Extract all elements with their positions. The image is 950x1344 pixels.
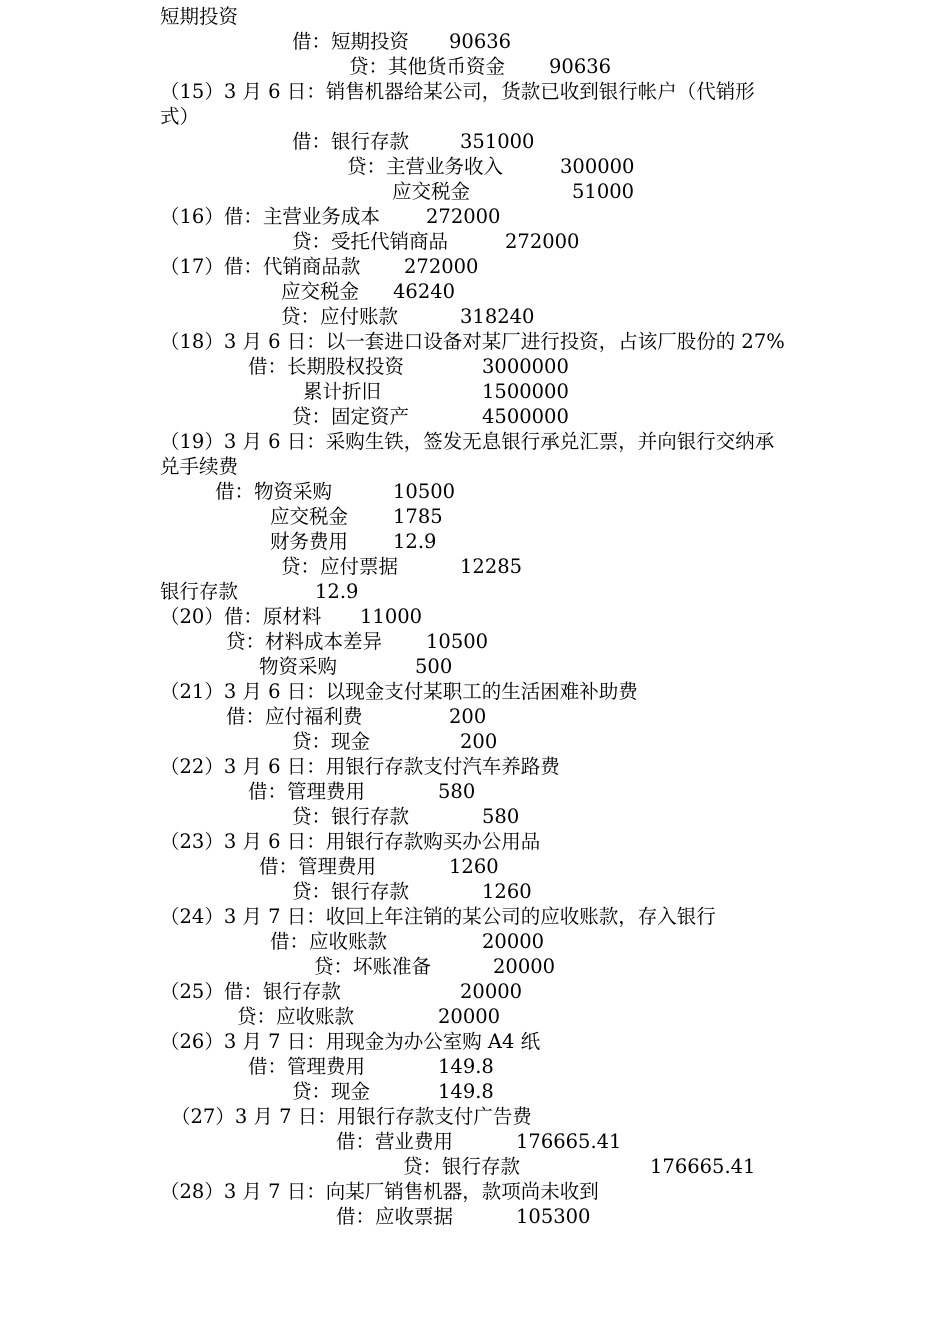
text-line: （18）3 月 6 日：以一套进口设备对某厂进行投资，占该厂股份的 27%	[160, 330, 785, 353]
text-line: （22）3 月 6 日：用银行存款支付汽车养路费	[160, 755, 560, 778]
text-line: （19）3 月 6 日：采购生铁，签发无息银行承兑汇票，并向银行交纳承	[160, 430, 775, 453]
text-line: （21）3 月 6 日：以现金支付某职工的生活困难补助费	[160, 680, 638, 703]
text-line: （25）借：银行存款 20000	[160, 980, 523, 1003]
text-line: 应交税金 46240	[281, 280, 456, 303]
text-line: 财务费用 12.9	[270, 530, 437, 553]
text-line: 借：管理费用 580	[248, 780, 476, 803]
text-line: 贷：应付账款 318240	[281, 305, 535, 328]
text-line: 物资采购 500	[259, 655, 453, 678]
text-line: 借：应收票据 105300	[336, 1205, 591, 1228]
text-line: 累计折旧 1500000	[303, 380, 569, 403]
text-line: （15）3 月 6 日：销售机器给某公司，货款已收到银行帐户（代销形	[160, 80, 755, 103]
text-line: 贷：银行存款 1260	[292, 880, 532, 903]
text-line: 式）	[160, 105, 200, 128]
text-line: 贷：应收账款 20000	[237, 1005, 501, 1028]
text-line: 借：营业费用 176665.41	[336, 1130, 622, 1153]
text-line: 应交税金 51000	[392, 180, 635, 203]
text-line: 借：应收账款 20000	[270, 930, 545, 953]
text-line: 贷：受托代销商品 272000	[292, 230, 580, 253]
text-line: （17）借：代销商品款 272000	[160, 255, 479, 278]
text-line: （28）3 月 7 日：向某厂销售机器，款项尚未收到	[160, 1180, 599, 1203]
text-line: （26）3 月 7 日：用现金为办公室购 A4 纸	[160, 1030, 541, 1053]
text-line: 贷：其他货币资金 90636	[349, 55, 612, 78]
text-line: 贷：固定资产 4500000	[292, 405, 569, 428]
text-line: 借：短期投资 90636	[292, 30, 512, 53]
text-line: 贷：现金 149.8	[292, 1080, 494, 1103]
text-line: （24）3 月 7 日：收回上年注销的某公司的应收账款，存入银行	[160, 905, 716, 928]
text-line: （23）3 月 6 日：用银行存款购买办公用品	[160, 830, 541, 853]
text-line: （27）3 月 7 日：用银行存款支付广告费	[171, 1105, 532, 1128]
text-line: 短期投资	[160, 5, 239, 28]
text-line: 应交税金 1785	[270, 505, 443, 528]
text-line: 贷：材料成本差异 10500	[226, 630, 489, 653]
text-line: 借：长期股权投资 3000000	[248, 355, 569, 378]
text-line: 借：银行存款 351000	[292, 130, 535, 153]
text-line: （16）借：主营业务成本 272000	[160, 205, 501, 228]
text-line: 贷：坏账准备 20000	[314, 955, 556, 978]
text-line: 贷：银行存款 580	[292, 805, 520, 828]
text-line: 银行存款 12.9	[160, 580, 359, 603]
text-line: 兑手续费	[160, 455, 239, 478]
text-line: 贷：银行存款 176665.41	[403, 1155, 756, 1178]
text-line: 借：物资采购 10500	[215, 480, 456, 503]
text-line: 借：应付福利费 200	[226, 705, 487, 728]
text-line: 借：管理费用 1260	[259, 855, 499, 878]
text-line: 贷：现金 200	[292, 730, 498, 753]
text-line: 贷：应付票据 12285	[281, 555, 523, 578]
text-line: （20）借：原材料 11000	[160, 605, 423, 628]
text-line: 借：管理费用 149.8	[248, 1055, 494, 1078]
text-line: 贷：主营业务收入 300000	[347, 155, 635, 178]
